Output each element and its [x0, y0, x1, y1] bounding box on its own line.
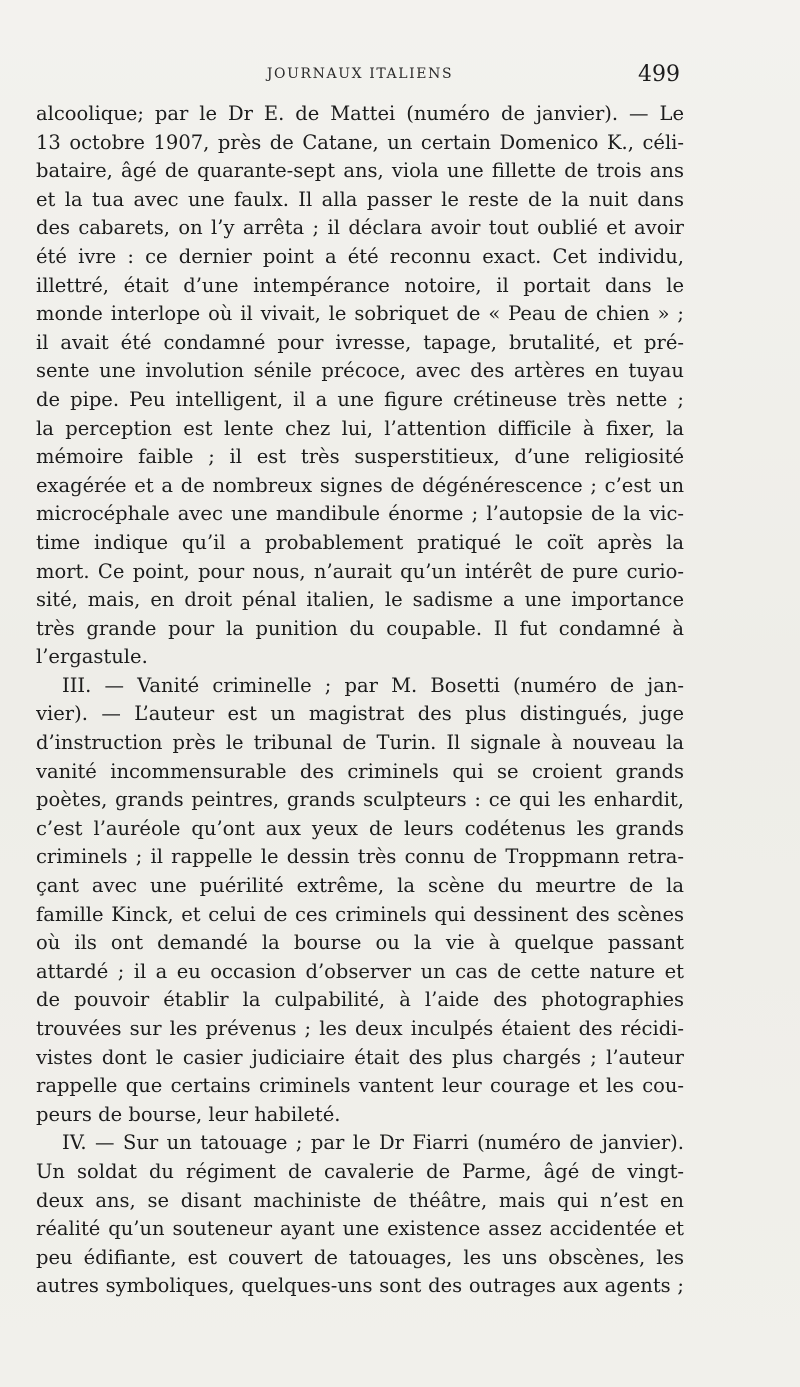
running-header	[36, 62, 684, 94]
text-line: poètes, grands peintres, grands sculpteurs : ce qui les enhardit,	[36, 788, 684, 812]
text-line: la perception est lente chez lui, l’attention difficile à fixer, la	[36, 416, 684, 440]
text-line: attardé ; il a eu occasion d’observer un cas de cette nature et	[36, 959, 684, 983]
text-line: trouvées sur les prévenus ; les deux inculpés étaient des récidi-	[36, 1017, 684, 1040]
text-line: vanité incommensurable des criminels qui se croient grands	[36, 759, 684, 783]
section-heading-line: IV. — Sur un tatouage ; par le Dr Fiarri (numéro de janvier).	[62, 1131, 684, 1155]
text-line: rappelle que certains criminels vantent leur courage et les cou-	[36, 1074, 684, 1098]
text-line: monde interlope où il vivait, le sobriquet de « Peau de chien » ;	[36, 302, 684, 326]
text-line: bataire, âgé de quarante-sept ans, viola une fillette de trois ans	[36, 159, 684, 183]
text-line: d’instruction près le tribunal de Turin. Il signale à nouveau la	[36, 731, 684, 755]
text-line: famille Kinck, et celui de ces criminels qui dessinent des scènes	[36, 902, 684, 926]
text-line: çant avec une puérilité extrême, la scène du meurtre de la	[36, 874, 684, 898]
text-line: illettré, était d’une intempérance notoire, il portait dans le	[36, 273, 684, 297]
text-line: sente une involution sénile précoce, avec des artères en tuyau	[36, 359, 684, 383]
page-number: 499	[638, 62, 680, 87]
section-heading-line: III. — Vanité criminelle ; par M. Bosetti (numéro de jan-	[62, 673, 684, 697]
paragraph-end-line: peurs de bourse, leur habileté.	[36, 1102, 341, 1126]
text-line: été ivre : ce dernier point a été reconnu exact. Cet individu,	[36, 244, 684, 268]
text-line: microcéphale avec une mandibule énorme ; l’autopsie de la vic-	[36, 502, 684, 526]
body-text	[36, 100, 684, 1301]
text-line: exagérée et a de nombreux signes de dégénérescence ; c’est un	[36, 473, 684, 497]
text-line: sité, mais, en droit pénal italien, le sadisme a une importance	[36, 588, 684, 612]
paragraph-end-line: l’ergastule.	[36, 645, 148, 669]
text-line: autres symboliques, quelques-uns sont des outrages aux agents ;	[36, 1274, 684, 1298]
text-line: c’est l’auréole qu’ont aux yeux de leurs codétenus les grands	[36, 816, 684, 840]
text-line: de pipe. Peu intelligent, il a une figure crétineuse très nette ;	[36, 387, 684, 411]
text-line: peu édifiante, est couvert de tatouages, les uns obscènes, les	[36, 1245, 684, 1269]
text-line: vier). — L’auteur est un magistrat des plus distingués, juge	[36, 702, 684, 726]
text-line: 13 octobre 1907, près de Catane, un certain Domenico K., céli-	[36, 130, 684, 154]
text-line: alcoolique; par le Dr E. de Mattei (numéro de janvier). — Le	[36, 102, 684, 125]
text-line: des cabarets, on l’y arrêta ; il déclara avoir tout oublié et avoir	[36, 216, 684, 240]
text-line: Un soldat du régiment de cavalerie de Parme, âgé de vingt-	[36, 1159, 684, 1183]
text-line: il avait été condamné pour ivresse, tapage, brutalité, et pré-	[36, 330, 684, 354]
text-line: où ils ont demandé la bourse ou la vie à quelque passant	[36, 931, 684, 955]
text-line: criminels ; il rappelle le dessin très connu de Troppmann retra-	[36, 845, 684, 869]
text-line: time indique qu’il a probablement pratiqué le coït après la	[36, 530, 684, 554]
text-line: vistes dont le casier judiciaire était des plus chargés ; l’auteur	[36, 1045, 684, 1069]
text-line: de pouvoir établir la culpabilité, à l’aide des photographies	[36, 988, 684, 1012]
text-line: mémoire faible ; il est très susperstitieux, d’une religiosité	[36, 445, 684, 469]
text-line: réalité qu’un souteneur ayant une existence assez accidentée et	[36, 1217, 684, 1241]
text-line: mort. Ce point, pour nous, n’aurait qu’un intérêt de pure curio-	[36, 559, 684, 583]
text-line: et la tua avec une faulx. Il alla passer le reste de la nuit dans	[36, 187, 684, 211]
text-line: deux ans, se disant machiniste de théâtre, mais qui n’est en	[36, 1188, 684, 1212]
running-title: JOURNAUX ITALIENS	[266, 66, 454, 82]
text-line: très grande pour la punition du coupable. Il fut condamné à	[36, 616, 684, 640]
